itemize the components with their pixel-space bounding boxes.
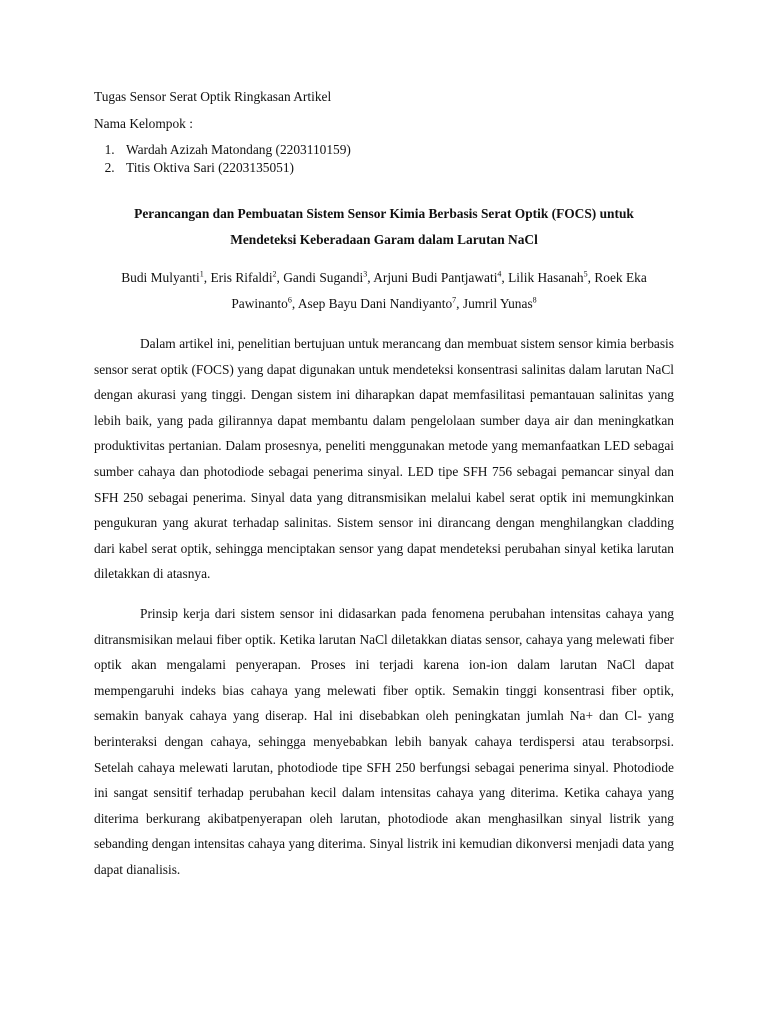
article-title-line1: Perancangan dan Pembuatan Sistem Sensor Kimia Berbasis Serat Optik (FOCS) untuk	[134, 206, 634, 221]
author-separator: ,	[367, 270, 374, 285]
author-affiliation: 1	[199, 269, 204, 279]
author-name: Budi Mulyanti	[121, 270, 200, 285]
author-affiliation: 4	[497, 269, 502, 279]
author-name: Jumril Yunas	[462, 296, 533, 311]
author-name: Roek Eka Pawinanto	[231, 270, 647, 311]
author-affiliation: 7	[452, 295, 457, 305]
author-separator: ,	[291, 296, 298, 311]
author-affiliation: 2	[272, 269, 277, 279]
author-name: Arjuni Budi Pantjawati	[373, 270, 498, 285]
body-paragraph: Prinsip kerja dari sistem sensor ini didasarkan pada fenomena perubahan intensitas cahaya yang ditransmisikan melaui fiber optik. Ketika larutan NaCl diletakkan diatas sensor, cahaya yang melewati fiber optik akan mengalami penyerapan. Proses ini terjadi karena ion-ion dalam larutan NaCl dapat mempengaruhi indeks bias cahaya yang melewati fiber optik. Semakin tinggi konsentrasi fiber optik, semakin banyak cahaya yang diserap. Hal ini disebabkan oleh peningkatan jumlah Na+ dan Cl- yang berinteraksi dengan cahaya, sehingga menyebabkan lebih banyak cahaya terdispersi atau terabsorpsi. Setelah cahaya melewati larutan, photodiode tipe SFH 250 berfungsi sebagai penerima sinyal. Photodiode ini sangat sensitif terhadap perubahan kecil dalam intensitas cahaya yang diterima. Ketika cahaya yang diterima berkurang akibatpenyerapan oleh larutan, photodiode akan menghasilkan sinyal listrik yang sebanding dengan intensitas cahaya yang diterima. Sinyal listrik ini kemudian dikonversi menjadi data yang dapat dianalisis.	[94, 605, 674, 877]
author-name: Gandi Sugandi	[283, 270, 364, 285]
list-item: 2. Titis Oktiva Sari (2203135051)	[118, 159, 674, 177]
list-item: 1. Wardah Azizah Matondang (2203110159)	[118, 141, 674, 159]
author-affiliation: 3	[363, 269, 368, 279]
member-list	[94, 141, 674, 177]
author-affiliation: 8	[532, 295, 537, 305]
author-affiliation: 6	[287, 295, 292, 305]
author-separator: ,	[456, 296, 463, 311]
article-title	[94, 201, 674, 253]
author-separator: ,	[203, 270, 211, 285]
author-name: Eris Rifaldi	[210, 270, 273, 285]
article-title-line2: Mendeteksi Keberadaan Garam dalam Larutan NaCl	[230, 232, 538, 247]
body-paragraph: Dalam artikel ini, penelitian bertujuan untuk merancang dan membuat sistem sensor kimia berbasis sensor serat optik (FOCS) yang dapat digunakan untuk mendeteksi konsentrasi salinitas dalam larutan NaCl dengan akurasi yang tinggi. Dengan sistem ini diharapkan dapat memfasilitasi pemantauan salinitas yang lebih baik, yang pada gilirannya dapat membantu dalam pengelolaan sumber daya air dan meningkatkan produktivitas pertanian. Dalam prosesnya, peneliti menggunakan metode yang memanfaatkan LED sebagai sumber cahaya dan photodiode sebagai penerima sinyal. LED tipe SFH 756 sebagai pemancar sinyal dan SFH 250 sebagai penerima. Sinyal data yang ditransmisikan melalui kabel serat optik ini memungkinkan pengukuran yang akurat terhadap salinitas. Sistem sensor ini dirancang dengan menghilangkan cladding dari kabel serat optik, sehingga menciptakan sensor yang dapat mendeteksi perubahan sinyal ketika larutan diletakkan di atasnya.	[94, 336, 674, 582]
document-content	[94, 86, 674, 882]
author-name: Lilik Hasanah	[508, 270, 584, 285]
author-separator: ,	[501, 270, 509, 285]
author-separator: ,	[276, 270, 284, 285]
author-name: Asep Bayu Dani Nandiyanto	[297, 296, 453, 311]
author-list	[94, 265, 674, 317]
author-affiliation: 5	[583, 269, 588, 279]
course-title: Tugas Sensor Serat Optik Ringkasan Artikel	[94, 89, 332, 104]
author-separator: ,	[587, 270, 595, 285]
group-label: Nama Kelompok :	[94, 116, 193, 131]
